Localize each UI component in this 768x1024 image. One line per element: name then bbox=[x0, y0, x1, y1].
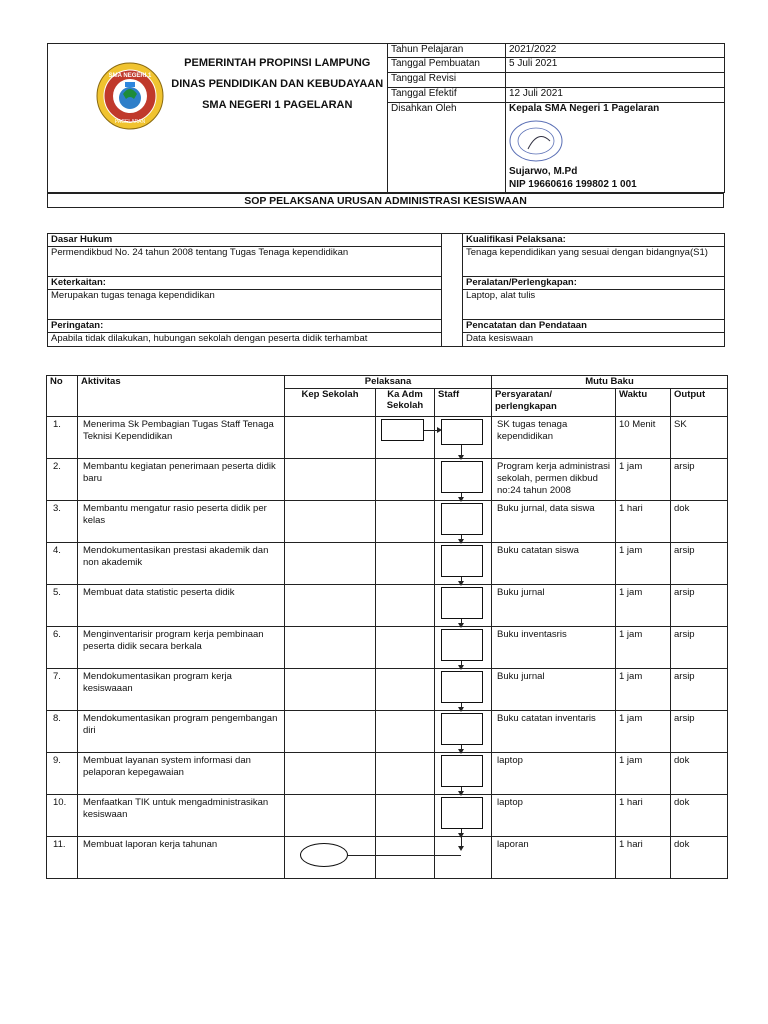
peralatan-label: Peralatan/Perlengkapan: bbox=[463, 277, 725, 290]
signer-name: Sujarwo, M.Pd bbox=[509, 166, 578, 177]
row-staff bbox=[435, 417, 492, 459]
row-output: arsip bbox=[671, 585, 728, 627]
col-pelaksana-header: Pelaksana bbox=[285, 376, 492, 389]
row-ka-adm bbox=[376, 711, 435, 753]
row-output: arsip bbox=[671, 711, 728, 753]
org-line-2: DINAS PENDIDIKAN DAN KEBUDAYAAN bbox=[171, 78, 384, 90]
col-output-header: Output bbox=[671, 389, 728, 417]
row-output: dok bbox=[671, 837, 728, 879]
row-no: 5. bbox=[47, 585, 78, 627]
table-row bbox=[47, 417, 728, 459]
row-waktu: 1 hari bbox=[616, 501, 671, 543]
row-waktu: 1 jam bbox=[616, 543, 671, 585]
col-persyaratan-header: Persyaratan/ perlengkapan bbox=[492, 389, 616, 417]
row-persyaratan: Program kerja administrasi sekolah, permen dikbud no:24 tahun 2008 bbox=[492, 459, 616, 501]
row-ka-adm bbox=[376, 669, 435, 711]
row-waktu: 1 jam bbox=[616, 711, 671, 753]
row-no: 2. bbox=[47, 459, 78, 501]
meta-label-disahkan: Disahkan Oleh bbox=[388, 103, 506, 193]
row-persyaratan: Buku jurnal bbox=[492, 585, 616, 627]
table-row bbox=[47, 837, 728, 879]
row-aktivitas: Mendokumentasikan prestasi akademik dan non akademik bbox=[78, 543, 285, 585]
row-ka-adm bbox=[376, 753, 435, 795]
dasar-hukum-label: Dasar Hukum bbox=[48, 234, 442, 247]
sop-title: SOP PELAKSANA URUSAN ADMINISTRASI KESISWAAN bbox=[47, 193, 724, 208]
row-no: 10. bbox=[47, 795, 78, 837]
meta-label-efektif: Tanggal Efektif bbox=[388, 88, 506, 103]
peringatan-label: Peringatan: bbox=[48, 320, 442, 333]
meta-value-disahkan: Kepala SMA Negeri 1 Pagelaran bbox=[509, 103, 660, 114]
row-persyaratan: Buku jurnal, data siswa bbox=[492, 501, 616, 543]
row-waktu: 1 jam bbox=[616, 459, 671, 501]
row-staff bbox=[435, 837, 492, 879]
keterkaitan-value: Merupakan tugas tenaga kependidikan bbox=[48, 290, 442, 320]
peralatan-value: Laptop, alat tulis bbox=[463, 290, 725, 320]
row-output: dok bbox=[671, 795, 728, 837]
row-waktu: 1 jam bbox=[616, 585, 671, 627]
row-kep-sekolah bbox=[285, 837, 376, 879]
org-line-1: PEMERINTAH PROPINSI LAMPUNG bbox=[184, 57, 371, 69]
col-ka-adm-header: Ka Adm Sekolah bbox=[376, 389, 435, 417]
table-row bbox=[47, 711, 728, 753]
row-kep-sekolah bbox=[285, 669, 376, 711]
row-persyaratan: Buku catatan siswa bbox=[492, 543, 616, 585]
row-aktivitas: Mendokumentasikan program pengembangan diri bbox=[78, 711, 285, 753]
row-output: arsip bbox=[671, 627, 728, 669]
meta-value-revisi bbox=[506, 73, 725, 88]
row-kep-sekolah bbox=[285, 585, 376, 627]
row-staff bbox=[435, 501, 492, 543]
col-waktu-header: Waktu bbox=[616, 389, 671, 417]
col-kep-sekolah-header: Kep Sekolah bbox=[285, 389, 376, 417]
meta-value-pembuatan: 5 Juli 2021 bbox=[506, 58, 725, 73]
col-mutu-baku-header: Mutu Baku bbox=[492, 376, 728, 389]
row-staff bbox=[435, 753, 492, 795]
row-output: arsip bbox=[671, 543, 728, 585]
row-aktivitas: Membantu kegiatan penerimaan peserta didik baru bbox=[78, 459, 285, 501]
row-aktivitas: Membuat layanan system informasi dan pelaporan kepegawaian bbox=[78, 753, 285, 795]
row-kep-sekolah bbox=[285, 459, 376, 501]
activity-table bbox=[46, 375, 728, 879]
row-staff bbox=[435, 627, 492, 669]
row-aktivitas: Menfaatkan TIK untuk mengadministrasikan kesiswaan bbox=[78, 795, 285, 837]
row-persyaratan: Buku jurnal bbox=[492, 669, 616, 711]
row-waktu: 10 Menit bbox=[616, 417, 671, 459]
table-row bbox=[47, 753, 728, 795]
row-aktivitas: Menginventarisir program kerja pembinaan peserta didik secara berkala bbox=[78, 627, 285, 669]
col-no-header: No bbox=[47, 376, 78, 417]
row-staff bbox=[435, 459, 492, 501]
table-row bbox=[47, 669, 728, 711]
row-output: arsip bbox=[671, 459, 728, 501]
row-ka-adm bbox=[376, 837, 435, 879]
table-row bbox=[47, 795, 728, 837]
row-staff bbox=[435, 585, 492, 627]
row-output: dok bbox=[671, 501, 728, 543]
row-persyaratan: Buku catatan inventaris bbox=[492, 711, 616, 753]
row-output: SK bbox=[671, 417, 728, 459]
official-stamp bbox=[508, 119, 564, 163]
logo-text-top: SMA NEGERI 1 bbox=[108, 73, 151, 79]
kualifikasi-value: Tenaga kependidikan yang sesuai dengan bidangnya(S1) bbox=[463, 247, 725, 277]
pencatatan-label: Pencatatan dan Pendataan bbox=[463, 320, 725, 333]
row-ka-adm bbox=[376, 627, 435, 669]
row-ka-adm bbox=[376, 795, 435, 837]
row-staff bbox=[435, 543, 492, 585]
row-staff bbox=[435, 795, 492, 837]
keterkaitan-label: Keterkaitan: bbox=[48, 277, 442, 290]
signer-nip: NIP 19660616 199802 1 001 bbox=[509, 179, 637, 190]
row-aktivitas: Mendokumentasikan program kerja kesiswaaan bbox=[78, 669, 285, 711]
row-no: 11. bbox=[47, 837, 78, 879]
row-no: 8. bbox=[47, 711, 78, 753]
header-table bbox=[47, 43, 725, 193]
meta-label-pembuatan: Tanggal Pembuatan bbox=[388, 58, 506, 73]
row-staff bbox=[435, 711, 492, 753]
row-aktivitas: Membuat laporan kerja tahunan bbox=[78, 837, 285, 879]
table-row bbox=[47, 501, 728, 543]
table-row bbox=[47, 543, 728, 585]
row-kep-sekolah bbox=[285, 627, 376, 669]
row-ka-adm bbox=[376, 501, 435, 543]
row-no: 4. bbox=[47, 543, 78, 585]
school-logo bbox=[93, 44, 168, 144]
meta-label-tahun: Tahun Pelajaran bbox=[388, 44, 506, 58]
table-row bbox=[47, 585, 728, 627]
col-staff-header: Staff bbox=[435, 389, 492, 417]
row-output: dok bbox=[671, 753, 728, 795]
row-waktu: 1 jam bbox=[616, 669, 671, 711]
meta-value-tahun: 2021/2022 bbox=[506, 44, 725, 58]
row-no: 9. bbox=[47, 753, 78, 795]
row-persyaratan: laptop bbox=[492, 795, 616, 837]
org-line-3: SMA NEGERI 1 PAGELARAN bbox=[202, 99, 353, 111]
row-kep-sekolah bbox=[285, 543, 376, 585]
activity-table-wrap bbox=[46, 375, 727, 879]
row-aktivitas: Membantu mengatur rasio peserta didik per kelas bbox=[78, 501, 285, 543]
row-ka-adm bbox=[376, 459, 435, 501]
row-no: 7. bbox=[47, 669, 78, 711]
dasar-hukum-value: Permendikbud No. 24 tahun 2008 tentang Tugas Tenaga kependidikan bbox=[48, 247, 442, 277]
table-row bbox=[47, 459, 728, 501]
peringatan-value: Apabila tidak dilakukan, hubungan sekolah dengan peserta didik terhambat bbox=[48, 333, 442, 347]
row-kep-sekolah bbox=[285, 417, 376, 459]
row-ka-adm bbox=[376, 543, 435, 585]
row-persyaratan: laptop bbox=[492, 753, 616, 795]
row-persyaratan: SK tugas tenaga kependidikan bbox=[492, 417, 616, 459]
row-no: 1. bbox=[47, 417, 78, 459]
row-persyaratan: Buku inventasris bbox=[492, 627, 616, 669]
row-kep-sekolah bbox=[285, 711, 376, 753]
row-aktivitas: Menerima Sk Pembagian Tugas Staff Tenaga Teknisi Kependidikan bbox=[78, 417, 285, 459]
meta-value-efektif: 12 Juli 2021 bbox=[506, 88, 725, 103]
row-kep-sekolah bbox=[285, 501, 376, 543]
row-ka-adm bbox=[376, 417, 435, 459]
row-aktivitas: Membuat data statistic peserta didik bbox=[78, 585, 285, 627]
row-kep-sekolah bbox=[285, 795, 376, 837]
row-staff bbox=[435, 669, 492, 711]
info-table bbox=[47, 233, 725, 347]
col-aktivitas-header: Aktivitas bbox=[78, 376, 285, 417]
logo-text-bottom: PAGELARAN bbox=[114, 119, 145, 125]
row-waktu: 1 jam bbox=[616, 627, 671, 669]
row-waktu: 1 hari bbox=[616, 795, 671, 837]
row-waktu: 1 jam bbox=[616, 753, 671, 795]
meta-label-revisi: Tanggal Revisi bbox=[388, 73, 506, 88]
row-ka-adm bbox=[376, 585, 435, 627]
row-no: 6. bbox=[47, 627, 78, 669]
kualifikasi-label: Kualifikasi Pelaksana: bbox=[463, 234, 725, 247]
row-output: arsip bbox=[671, 669, 728, 711]
table-row bbox=[47, 627, 728, 669]
row-kep-sekolah bbox=[285, 753, 376, 795]
row-waktu: 1 hari bbox=[616, 837, 671, 879]
pencatatan-value: Data kesiswaan bbox=[463, 333, 725, 347]
row-persyaratan: laporan bbox=[492, 837, 616, 879]
row-no: 3. bbox=[47, 501, 78, 543]
